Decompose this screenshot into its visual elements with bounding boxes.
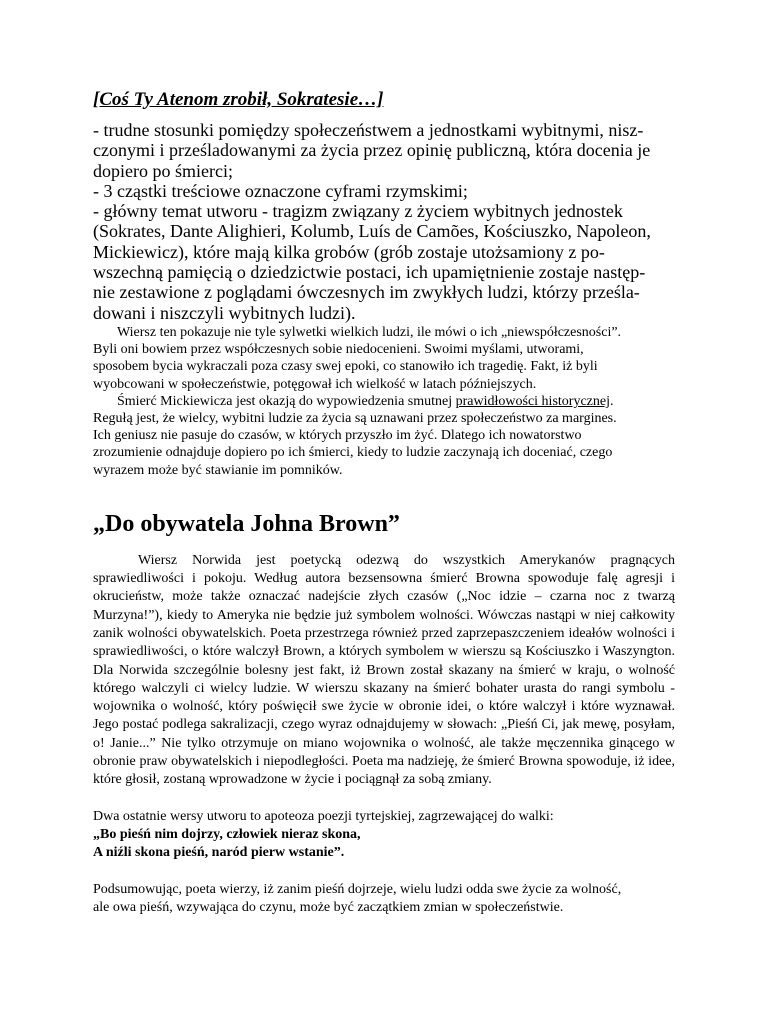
summary-text-line: Podsumowując, poeta wierzy, iż zanim pieśń dojrzeje, wielu ludzi odda swe życie za wolność, (93, 881, 622, 897)
text-line: zrozumienie odnajduje dopiero po ich śmierci, kiedy to ludzie zaczynają ich doceniać, czego (93, 445, 613, 461)
summary-line: nie zestawione z poglądami ówczesnych im zwykłych ludzi, którzy prześla- (93, 282, 640, 303)
analysis-paragraph-2 (93, 393, 675, 479)
summary-line: wszechną pamięcią o dziedzictwie postaci, ich upamiętnienie zostaje następ- (93, 262, 646, 283)
poetry-intro: Dwa ostatnie wersy utworu to apoteoza poezji tyrtejskiej, zagrzewającej do walki: (93, 808, 554, 824)
summary-line: - 3 cząstki treściowe oznaczone cyframi rzymskimi; (93, 180, 468, 201)
text-line: Wiersz ten pokazuje nie tyle sylwetki wielkich ludzi, ile mówi o ich „niewspółczesności”. (117, 324, 622, 340)
text-line: Byli oni bowiem przez współczesnych sobie niedocenieni. Swoimi myślami, utworami, (93, 342, 584, 358)
historical-regularity-link[interactable]: prawidłowości historycznej (455, 393, 610, 409)
quote-line: A niźli skona pieśń, naród pierw wstanie”. (93, 845, 345, 861)
john-brown-body (93, 552, 675, 917)
summary-line: czonymi i prześladowanymi za życia przez opinię publiczną, która docenia je (93, 140, 651, 161)
document-page (93, 88, 675, 917)
section-title-sokrates: [Coś Ty Atenom zrobił, Sokratesie…] (93, 89, 384, 110)
analysis-paragraph-1 (93, 324, 675, 393)
spacer (93, 863, 675, 881)
text-line: Ich geniusz nie pasuje do czasów, w których przyszło im żyć. Dlatego ich nowatorstwo (93, 428, 582, 444)
summary-line: Mickiewicz), które mają kilka grobów (grób zostaje utożsamiony z po- (93, 241, 605, 262)
bullet-summary (93, 120, 675, 323)
text-fragment: Śmierć Mickiewicza jest okazją do wypowiedzenia smutnej (117, 393, 456, 409)
summary-line: dopiero po śmierci; (93, 160, 233, 181)
text-line (93, 393, 675, 410)
spacer (93, 790, 675, 808)
summary-line: - główny temat utworu - tragizm związany z życiem wybitnych jednostek (93, 201, 623, 222)
quote-line: „Bo pieśń nim dojrzy, człowiek nieraz skona, (93, 826, 361, 842)
text-line: sposobem bycia wykraczali poza czasy swej epoki, co stanowiło ich tragedię. Fakt, iż byli (93, 359, 598, 375)
text-fragment: . (609, 393, 614, 409)
summary-line: dowani i niszczyli wybitnych ludzi). (93, 302, 356, 323)
summary-line: (Sokrates, Dante Alighieri, Kolumb, Luís de Camões, Kościuszko, Napoleon, (93, 221, 651, 242)
john-brown-paragraph: Wiersz Norwida jest poetycką odezwą do wszystkich Amerykanów pragnących sprawiedliwości i pokoju. Według autora bezsensowna śmierć Browna spowoduje falę agresji i okrucieństw, może także oznaczać nadejście złych czasów („Noc idzie – czarna noc z twarzą Murzyna!”), kiedy to Ameryka nie będzie już symbolem wolności. Wówczas nastąpi w niej całkowity zanik wolności obywatelskich. Poeta przestrzega również przed zaprzepaszczeniem ideałów wolności i sprawiedliwości, o które walczył Brown, a których symbolem w wierszu są Kościuszko i Waszyngton. Dla Norwida szczególnie bolesny jest fakt, iż Brown został skazany na śmierć w kraju, o wolność którego walczyli ci wielcy ludzie. W wierszu skazany na śmierć bohater urasta do rangi symbolu - wojownika o wolność, który poświęcił swe życie w obronie idei, o które walczył i które wyznawał. Jego postać podlega sakralizacji, czego wyraz odnajdujemy w słowach: „Pieśń Ci, jak mewę, posyłam, o! Janie...” Nie tylko otrzymuje on miano wojownika o wolność, ale także męczennika ginącego w obronie praw obywatelskich i niepodległości. Poeta ma nadzieję, że śmierć Browna spowoduje, iż idee, które głosił, zostaną wprowadzone w życie i pociągnął za sobą zmiany. (93, 552, 675, 788)
text-line: Regułą jest, że wielcy, wybitni ludzie za życia są uznawani przez społeczeństwo za margines. (93, 410, 617, 426)
summary-line: - trudne stosunki pomiędzy społeczeństwem a jednostkami wybitnymi, nisz- (93, 120, 644, 140)
text-line: wyobcowani w społeczeństwie, potęgował ich wielkość w latach późniejszych. (93, 376, 537, 392)
text-line: wyrazem może być stawianie im pomników. (93, 462, 343, 478)
summary-text-line: ale owa pieśń, wzywająca do czynu, może być zaczątkiem zmian w społeczeństwie. (93, 899, 564, 915)
section-title-john-brown: „Do obywatela Johna Brown” (93, 510, 400, 537)
